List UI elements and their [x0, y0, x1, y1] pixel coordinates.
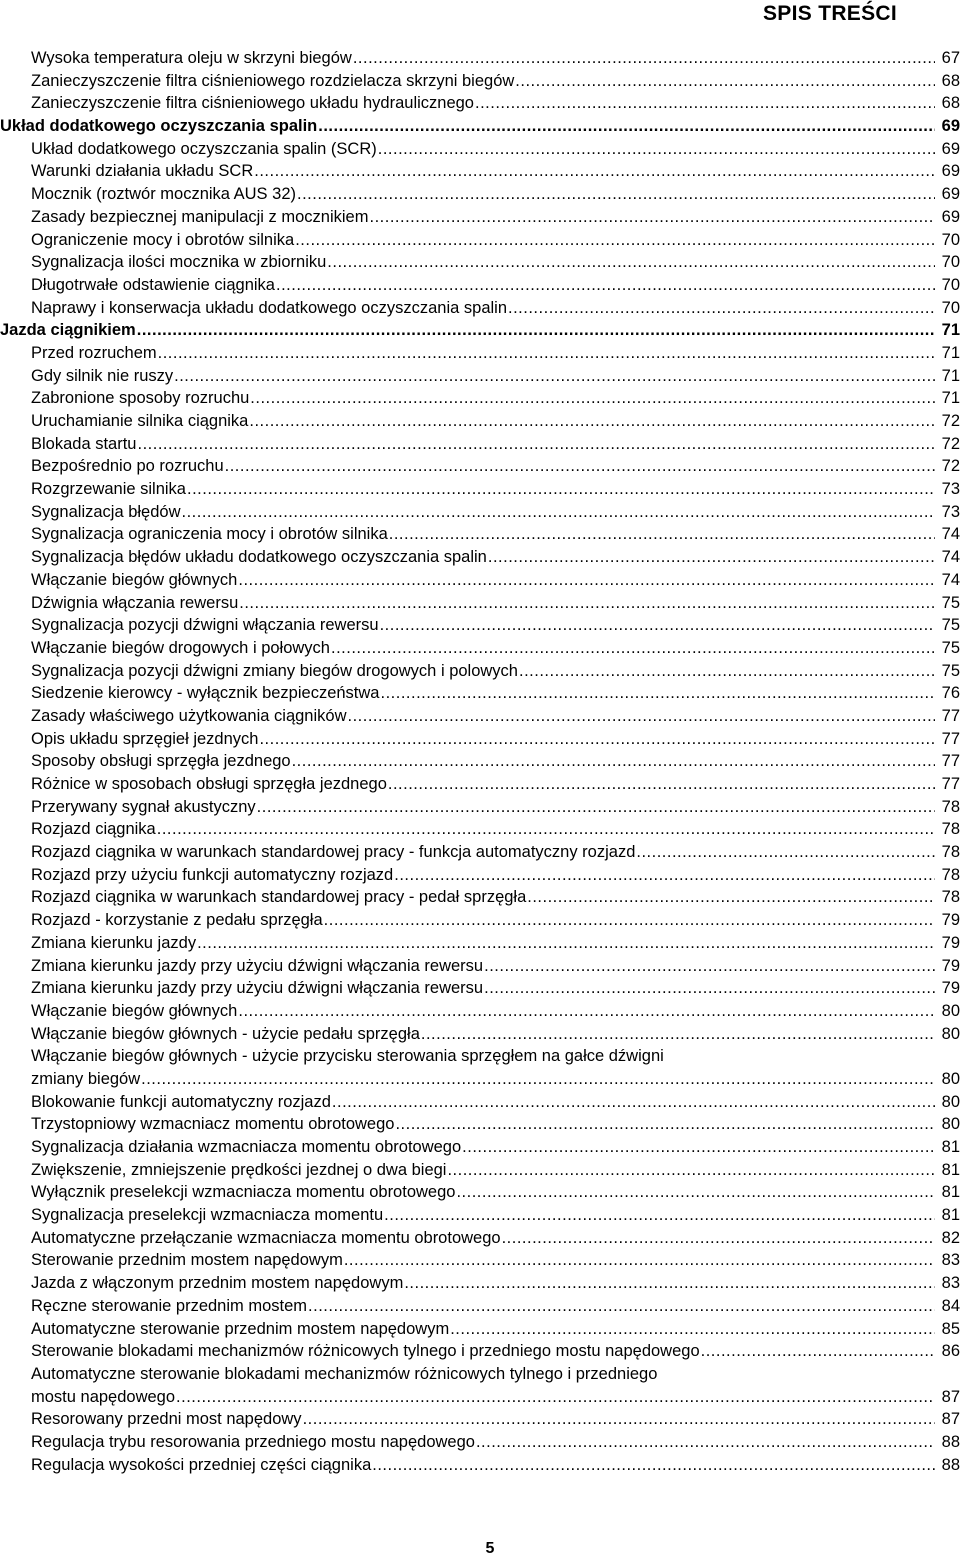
toc-dot-leader: [31, 796, 938, 819]
toc-entry-label: Automatyczne sterowanie przednim mostem napędowym: [31, 1319, 450, 1338]
toc-entry-page: 83: [935, 1249, 960, 1272]
toc-entry-page: 70: [935, 274, 960, 297]
toc-entry-label: Zmiana kierunku jazdy: [31, 933, 197, 952]
toc-entry-page: 82: [935, 1227, 960, 1250]
toc-entry[interactable]: [0, 1340, 960, 1363]
toc-dot-leader: [31, 92, 938, 115]
toc-entry[interactable]: [0, 750, 960, 773]
toc-dot-leader: [31, 342, 938, 365]
toc-entry-label-line1: Włączanie biegów głównych - użycie przycisku sterowania sprzęgłem na gałce dźwigni: [31, 1047, 664, 1066]
toc-dot-leader: [31, 70, 938, 93]
toc-dot-leader: [31, 637, 938, 660]
toc-dot-leader: [31, 274, 938, 297]
toc-entry-page: 71: [935, 365, 960, 388]
toc-entry-page: 75: [935, 614, 960, 637]
toc-section-heading[interactable]: [0, 115, 960, 138]
toc-entry[interactable]: [0, 864, 960, 887]
toc-title-wrapper: [0, 2, 960, 26]
toc-entry-label: Trzystopniowy wzmacniacz momentu obrotowego: [31, 1115, 395, 1134]
toc-entry-label: Ręczne sterowanie przednim mostem: [31, 1296, 308, 1315]
toc-entry-page: 69: [935, 160, 960, 183]
toc-dot-leader: [31, 206, 938, 229]
toc-entry-label: Sygnalizacja ilości mocznika w zbiorniku: [31, 253, 327, 272]
toc-entry-label: Sposoby obsługi sprzęgła jezdnego: [31, 752, 291, 771]
toc-dot-leader: [31, 886, 938, 909]
toc-entry-page: 74: [935, 569, 960, 592]
toc-entry[interactable]: [0, 1136, 960, 1159]
toc-entry-label: Siedzenie kierowcy - wyłącznik bezpieczeństwa: [31, 684, 380, 703]
toc-entry[interactable]: [0, 841, 960, 864]
toc-entry[interactable]: [0, 160, 960, 183]
toc-entry[interactable]: [0, 523, 960, 546]
toc-dot-leader: [31, 1023, 938, 1046]
toc-entry[interactable]: [0, 92, 960, 115]
toc-dot-leader: [31, 546, 938, 569]
toc-entry[interactable]: [0, 251, 960, 274]
toc-entry-page: 80: [935, 1091, 960, 1114]
toc-entry-label: Rozjazd przy użyciu funkcji automatyczny rozjazd: [31, 865, 394, 884]
toc-entry-page: 80: [935, 1113, 960, 1136]
toc-dot-leader: [31, 478, 938, 501]
toc-entry[interactable]: [0, 1249, 960, 1272]
toc-dot-leader: [31, 932, 938, 955]
toc-entry-label: Rozjazd ciągnika w warunkach standardowej pracy - pedał sprzęgła: [31, 888, 527, 907]
toc-entry[interactable]: [0, 1227, 960, 1250]
toc-entry-page: 88: [935, 1431, 960, 1454]
toc-entry-label: Resorowany przedni most napędowy: [31, 1410, 302, 1429]
toc-entry-label: Wyłącznik preselekcji wzmacniacza momentu obrotowego: [31, 1183, 456, 1202]
toc-entry-page: 77: [935, 728, 960, 751]
toc-entry-label: Dźwignia włączania rewersu: [31, 593, 239, 612]
toc-entry[interactable]: [0, 682, 960, 705]
toc-dot-leader: [31, 297, 938, 320]
toc-entry[interactable]: [0, 297, 960, 320]
toc-entry-page: 73: [935, 501, 960, 524]
toc-entry[interactable]: [0, 637, 960, 660]
toc-entry[interactable]: [0, 478, 960, 501]
toc-entry-page: 73: [935, 478, 960, 501]
toc-entry-page: 71: [935, 342, 960, 365]
toc-entry[interactable]: [0, 342, 960, 365]
toc-entry-label: mostu napędowego: [31, 1387, 176, 1406]
toc-entry[interactable]: [0, 410, 960, 433]
toc-entry[interactable]: [0, 387, 960, 410]
toc-entry-page: 71: [935, 319, 960, 342]
toc-title: SPIS TREŚCI: [763, 2, 897, 25]
toc-dot-leader: [0, 319, 938, 342]
toc-dot-leader: [31, 592, 938, 615]
toc-entry-label: Zabronione sposoby rozruchu: [31, 389, 250, 408]
toc-entry-page: 69: [935, 206, 960, 229]
toc-entry[interactable]: [0, 909, 960, 932]
toc-dot-leader: [31, 160, 938, 183]
toc-entry[interactable]: [0, 614, 960, 637]
toc-entry-page: 81: [935, 1204, 960, 1227]
toc-entry[interactable]: [0, 455, 960, 478]
toc-dot-leader: [31, 251, 938, 274]
toc-entry-label: Sygnalizacja pozycji dźwigni zmiany biegów drogowych i polowych: [31, 661, 518, 680]
toc-entry-page: 79: [935, 909, 960, 932]
toc-entry-label-line1: Automatyczne sterowanie blokadami mechanizmów różnicowych tylnego i przedniego: [31, 1364, 658, 1383]
toc-entry-label: Sterowanie blokadami mechanizmów różnicowych tylnego i przedniego mostu napędowego: [31, 1342, 700, 1361]
toc-entry[interactable]: [0, 183, 960, 206]
toc-dot-leader: [31, 660, 938, 683]
toc-dot-leader: [31, 1136, 938, 1159]
toc-entry-label: Bezpośrednio po rozruchu: [31, 457, 224, 476]
toc-entry-label: Sygnalizacja błędów: [31, 502, 181, 521]
toc-entry-page: 69: [935, 183, 960, 206]
toc-dot-leader: [31, 229, 938, 252]
toc-entry-page: 72: [935, 433, 960, 456]
toc-dot-leader: [31, 1091, 938, 1114]
toc-entry[interactable]: [0, 70, 960, 93]
toc-entry-label: Warunki działania układu SCR: [31, 162, 254, 181]
toc-entry[interactable]: [0, 1363, 960, 1408]
toc-entry-label: Włączanie biegów głównych - użycie pedału sprzęgła: [31, 1024, 420, 1043]
toc-entry[interactable]: [0, 1113, 960, 1136]
toc-dot-leader: [31, 1295, 938, 1318]
toc-entry-page: 78: [935, 796, 960, 819]
toc-entry-label: Uruchamianie silnika ciągnika: [31, 412, 249, 430]
toc-entry[interactable]: [0, 433, 960, 456]
toc-entry-label: Przerywany sygnał akustyczny: [31, 797, 256, 816]
toc-entry-label: Sygnalizacja działania wzmacniacza momentu obrotowego: [31, 1138, 462, 1157]
toc-entry[interactable]: [0, 1408, 960, 1431]
toc-dot-leader: [31, 682, 938, 705]
toc-dot-leader: [31, 1113, 938, 1136]
toc-entry-page: 81: [935, 1181, 960, 1204]
toc-entry[interactable]: [0, 365, 960, 388]
toc-entry-label: Regulacja trybu resorowania przedniego mostu napędowego: [31, 1432, 475, 1451]
toc-entry-label: Włączanie biegów głównych: [31, 570, 238, 589]
toc-entry-label: Sygnalizacja błędów układu dodatkowego oczyszczania spalin: [31, 548, 487, 567]
toc-entry[interactable]: [0, 1454, 960, 1477]
toc-dot-leader: [31, 1340, 938, 1363]
toc-dot-leader: [31, 955, 938, 978]
toc-entry-label: Przed rozruchem: [31, 343, 157, 362]
toc-dot-leader: [31, 1272, 938, 1295]
toc-dot-leader: [31, 410, 938, 433]
toc-entry-page: 78: [935, 864, 960, 887]
toc-dot-leader: [31, 1181, 938, 1204]
toc-entry-page: 81: [935, 1136, 960, 1159]
toc-dot-leader: [31, 1431, 938, 1454]
toc-entry-label: Rozjazd ciągnika w warunkach standardowej pracy - funkcja automatyczny rozjazd: [31, 843, 636, 862]
toc-dot-leader: [31, 365, 938, 388]
toc-entry[interactable]: [0, 47, 960, 70]
page-number: 5: [485, 1540, 495, 1557]
toc-entry-label: Zmiana kierunku jazdy przy użyciu dźwigni włączania rewersu: [31, 979, 484, 998]
toc-entry-label: Długotrwałe odstawienie ciągnika: [31, 275, 275, 294]
toc-dot-leader: [31, 818, 938, 841]
toc-dot-leader: [31, 705, 938, 728]
toc-entry[interactable]: [0, 977, 960, 1000]
toc-entry[interactable]: [0, 1295, 960, 1318]
toc-entry-label: Regulacja wysokości przedniej części ciągnika: [31, 1455, 372, 1474]
toc-dot-leader: [31, 523, 938, 546]
toc-dot-leader: [31, 138, 938, 161]
toc-entry-label: Gdy silnik nie ruszy: [31, 366, 174, 385]
toc-entry-label: Jazda ciągnikiem: [0, 321, 136, 340]
toc-entry-label: Sygnalizacja ograniczenia mocy i obrotów silnika: [31, 525, 388, 544]
toc-entry-page: 86: [935, 1340, 960, 1363]
toc-entry-label: Automatyczne przełączanie wzmacniacza momentu obrotowego: [31, 1228, 501, 1247]
toc-dot-leader: [31, 1386, 938, 1409]
toc-entry-page: 88: [935, 1454, 960, 1477]
toc-entry-label: zmiany biegów: [31, 1069, 141, 1088]
toc-entry[interactable]: [0, 705, 960, 728]
toc-dot-leader: [31, 47, 938, 70]
toc-entry-label: Zmiana kierunku jazdy przy użyciu dźwigni włączania rewersu: [31, 956, 484, 975]
toc-entry-page: 70: [935, 297, 960, 320]
toc-entry-page: 71: [935, 387, 960, 410]
toc-entry-page: 78: [935, 818, 960, 841]
toc-dot-leader: [31, 1408, 938, 1431]
toc-entry-page: 78: [935, 841, 960, 864]
toc-dot-leader: [31, 841, 938, 864]
toc-entry-page: 79: [935, 955, 960, 978]
toc-entry-label: Zwiększenie, zmniejszenie prędkości jezdnej o dwa biegi: [31, 1160, 447, 1179]
toc-entry-page: 84: [935, 1295, 960, 1318]
toc-entry-label: Zasady bezpiecznej manipulacji z mocznikiem: [31, 207, 369, 226]
toc-entry-label: Rozjazd ciągnika: [31, 820, 156, 839]
toc-entry-label: Różnice w sposobach obsługi sprzęgła jezdnego: [31, 775, 387, 793]
toc-entry-page: 67: [935, 47, 960, 70]
toc-entry[interactable]: [0, 1272, 960, 1295]
toc-entry-page: 70: [935, 251, 960, 274]
toc-entry[interactable]: [0, 796, 960, 819]
toc-entry-label: Rozgrzewanie silnika: [31, 480, 186, 499]
toc-dot-leader: [31, 614, 938, 637]
toc-dot-leader: [31, 455, 938, 478]
toc-dot-leader: [31, 1204, 938, 1227]
toc-entry[interactable]: [0, 206, 960, 229]
toc-entry-page: 72: [935, 410, 960, 433]
toc-entry-label: Opis układu sprzęgieł jezdnych: [31, 729, 259, 748]
toc-entry-label: Blokada startu: [31, 434, 137, 453]
toc-entry-page: 76: [935, 682, 960, 705]
toc-entry-page: 87: [935, 1408, 960, 1431]
toc-entry-label: Zanieczyszczenie filtra ciśnieniowego układu hydraulicznego: [31, 94, 474, 113]
toc-entry-label: Włączanie biegów drogowych i połowych: [31, 638, 330, 657]
toc-dot-leader: [31, 1454, 938, 1477]
toc-entry[interactable]: [0, 569, 960, 592]
toc-entry-page: 77: [935, 705, 960, 728]
toc-entry[interactable]: [0, 1318, 960, 1341]
toc-dot-leader: [31, 433, 938, 456]
toc-entry-page: 78: [935, 886, 960, 909]
toc-entry[interactable]: [0, 818, 960, 841]
toc-dot-leader: [31, 1068, 938, 1091]
toc-entry-label: Rozjazd - korzystanie z pedału sprzęgła: [31, 911, 323, 930]
toc-dot-leader: [0, 115, 938, 138]
toc-entry-page: 75: [935, 592, 960, 615]
toc-entry[interactable]: [0, 501, 960, 524]
toc-dot-leader: [31, 728, 938, 751]
toc-dot-leader: [31, 909, 938, 932]
toc-dot-leader: [31, 864, 938, 887]
toc-entry-label: Sterowanie przednim mostem napędowym: [31, 1251, 343, 1270]
toc-dot-leader: [31, 183, 938, 206]
toc-entry-label: Układ dodatkowego oczyszczania spalin (SCR): [31, 139, 377, 158]
toc-entry-label: Zasady właściwego użytkowania ciągników: [31, 706, 347, 725]
toc-section-heading[interactable]: [0, 319, 960, 342]
toc-entry-page: 74: [935, 523, 960, 546]
toc-dot-leader: [31, 387, 938, 410]
toc-entry-page: 85: [935, 1318, 960, 1341]
toc-entry[interactable]: [0, 1181, 960, 1204]
toc-dot-leader: [31, 501, 938, 524]
toc-entry[interactable]: [0, 1023, 960, 1046]
toc-entry-label: Jazda z włączonym przednim mostem napędowym: [31, 1274, 404, 1293]
toc-entry-label: Wysoka temperatura oleju w skrzyni biegów: [31, 49, 352, 67]
toc-dot-leader: [31, 750, 938, 773]
toc-entry[interactable]: [0, 1091, 960, 1114]
toc-entry-page: 72: [935, 455, 960, 478]
toc-entry[interactable]: [0, 138, 960, 161]
toc-entry-label: Zanieczyszczenie filtra ciśnieniowego rozdzielacza skrzyni biegów: [31, 71, 515, 90]
toc-entry-page: 69: [935, 115, 960, 138]
toc-entry-label: Włączanie biegów głównych: [31, 1001, 238, 1020]
toc-entry[interactable]: [0, 1159, 960, 1182]
toc-entry[interactable]: [0, 773, 960, 796]
toc-entry[interactable]: [0, 1431, 960, 1454]
toc-entry-label: Sygnalizacja preselekcji wzmacniacza momentu: [31, 1206, 384, 1225]
toc-entry-page: 83: [935, 1272, 960, 1295]
toc-entry-page: 79: [935, 977, 960, 1000]
toc-entry[interactable]: [0, 886, 960, 909]
toc-dot-leader: [31, 1249, 938, 1272]
toc-entry-label: Ograniczenie mocy i obrotów silnika: [31, 230, 295, 249]
toc-entry-page: 70: [935, 229, 960, 252]
toc-entry[interactable]: [0, 728, 960, 751]
toc-entry[interactable]: [0, 932, 960, 955]
toc-dot-leader: [31, 1318, 938, 1341]
toc-entry[interactable]: [0, 1204, 960, 1227]
toc-dot-leader: [31, 569, 938, 592]
toc-entry-page: 79: [935, 932, 960, 955]
toc-entry-label: Blokowanie funkcji automatyczny rozjazd: [31, 1092, 331, 1111]
toc-entry-label: Mocznik (roztwór mocznika AUS 32): [31, 185, 296, 204]
toc-entry[interactable]: [0, 592, 960, 615]
toc-entry-page: 77: [935, 750, 960, 773]
toc-entry-page: 75: [935, 637, 960, 660]
toc-dot-leader: [31, 1159, 938, 1182]
toc-entry-page: 75: [935, 660, 960, 683]
toc-entry-page: 87: [935, 1386, 960, 1409]
toc-entry-page: 68: [935, 92, 960, 115]
toc-entry[interactable]: [0, 274, 960, 297]
toc-entry-page: 77: [935, 773, 960, 796]
toc-dot-leader: [31, 1000, 938, 1023]
toc-entry[interactable]: [0, 229, 960, 252]
toc-entry-page: 68: [935, 70, 960, 93]
toc-entry-page: 80: [935, 1000, 960, 1023]
toc-dot-leader: [31, 977, 938, 1000]
toc-entry-page: 81: [935, 1159, 960, 1182]
toc-entry[interactable]: [0, 955, 960, 978]
toc-entry[interactable]: [0, 660, 960, 683]
toc-entry-page: 74: [935, 546, 960, 569]
toc-entry-page: 80: [935, 1023, 960, 1046]
toc-dot-leader: [31, 773, 938, 796]
toc-entry-page: 80: [935, 1068, 960, 1091]
toc-entry-label: Naprawy i konserwacja układu dodatkowego oczyszczania spalin: [31, 298, 508, 317]
toc-entry[interactable]: [0, 546, 960, 569]
table-of-contents: [0, 47, 960, 1476]
toc-entry[interactable]: [0, 1000, 960, 1023]
toc-entry-page: 69: [935, 138, 960, 161]
toc-entry-label: Układ dodatkowego oczyszczania spalin: [0, 117, 318, 136]
toc-dot-leader: [31, 1227, 938, 1250]
toc-entry-label: Sygnalizacja pozycji dźwigni włączania rewersu: [31, 616, 379, 635]
toc-entry[interactable]: [0, 1045, 960, 1090]
